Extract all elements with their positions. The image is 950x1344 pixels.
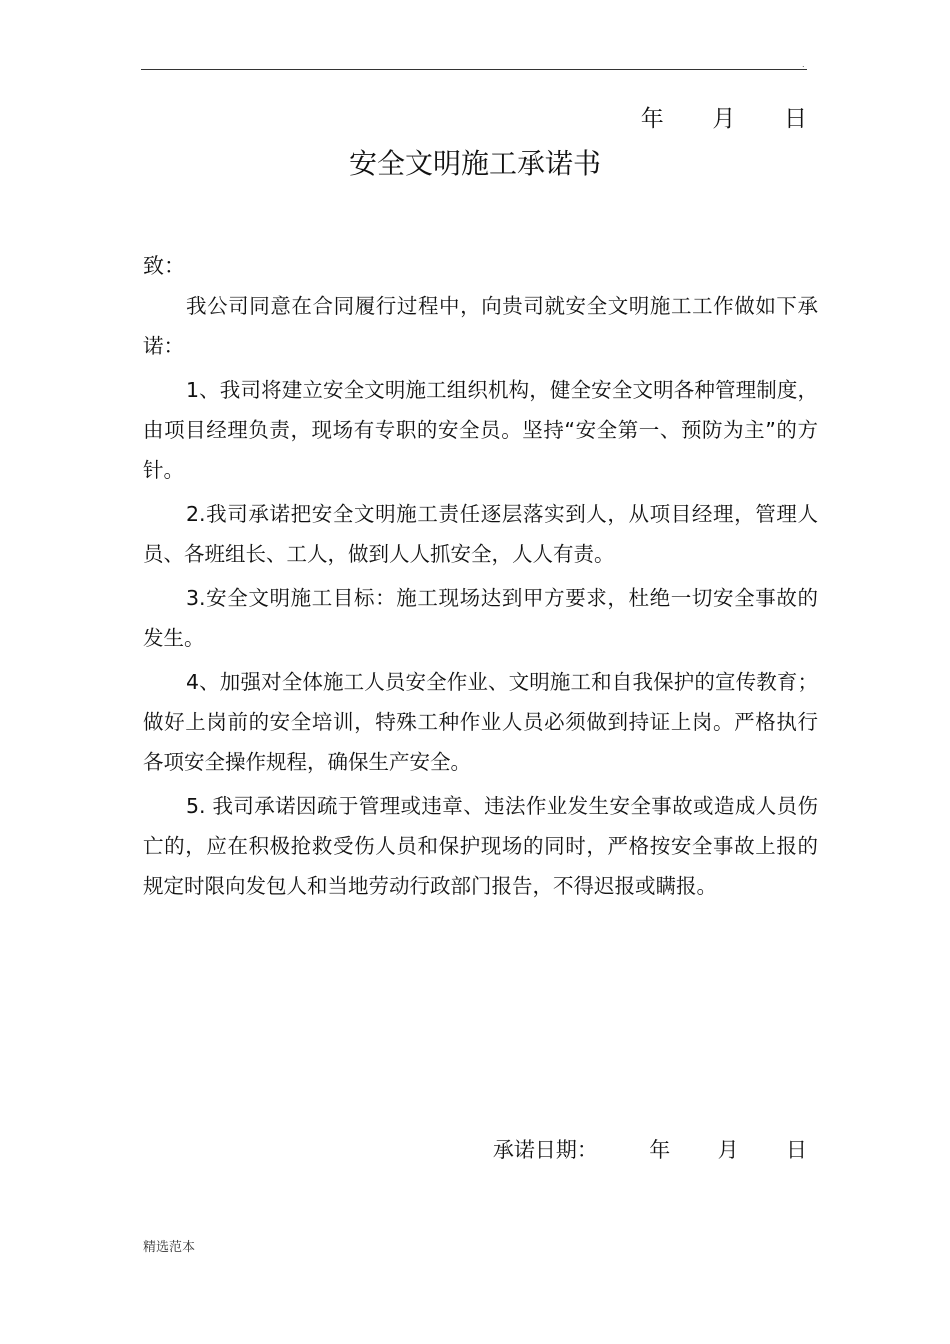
top-date	[641, 100, 807, 133]
top-date-year: 年	[640, 106, 664, 132]
sign-date-day: 日	[786, 1138, 807, 1162]
paragraph-1: 1、我司将建立安全文明施工组织机构，健全安全文明各种管理制度，由项目经理负责，现场有专职的安全员。坚持“安全第一、预防为主”的方针。	[143, 378, 818, 482]
paragraph-3: 3.安全文明施工目标：施工现场达到甲方要求，杜绝一切安全事故的发生。	[143, 586, 818, 650]
sign-date-month: 月	[717, 1138, 739, 1162]
paragraph-2: 2.我司承诺把安全文明施工责任逐层落实到人，从项目经理，管理人员、各班组长、工人，做到人人抓安全，人人有责。	[143, 502, 818, 566]
salutation: 致：	[143, 254, 185, 278]
header-dot: .	[802, 60, 805, 69]
top-date-month: 月	[712, 106, 736, 132]
body-text	[143, 286, 818, 910]
sign-date-year: 年	[649, 1138, 671, 1162]
paragraph-4: 4、加强对全体施工人员安全作业、文明施工和自我保护的宣传教育；做好上岗前的安全培训，特殊工种作业人员必须做到持证上岗。严格执行各项安全操作规程，确保生产安全。	[143, 670, 818, 774]
paragraph-5: 5. 我司承诺因疏于管理或违章、违法作业发生安全事故或造成人员伤亡的，应在积极抢救受伤人员和保护现场的同时，严格按安全事故上报的规定时限向发包人和当地劳动行政部门报告，不得迟报或瞒报。	[143, 794, 818, 898]
sign-date-label: 承诺日期：	[492, 1138, 598, 1162]
page-title: 安全文明施工承诺书	[348, 147, 601, 180]
header-rule	[141, 69, 807, 70]
paragraph-intro: 我公司同意在合同履行过程中，向贵司就安全文明施工工作做如下承诺：	[143, 294, 818, 358]
top-date-day: 日	[784, 106, 807, 132]
footer-label: 精选范本	[143, 1240, 196, 1255]
sign-date	[493, 1134, 807, 1164]
